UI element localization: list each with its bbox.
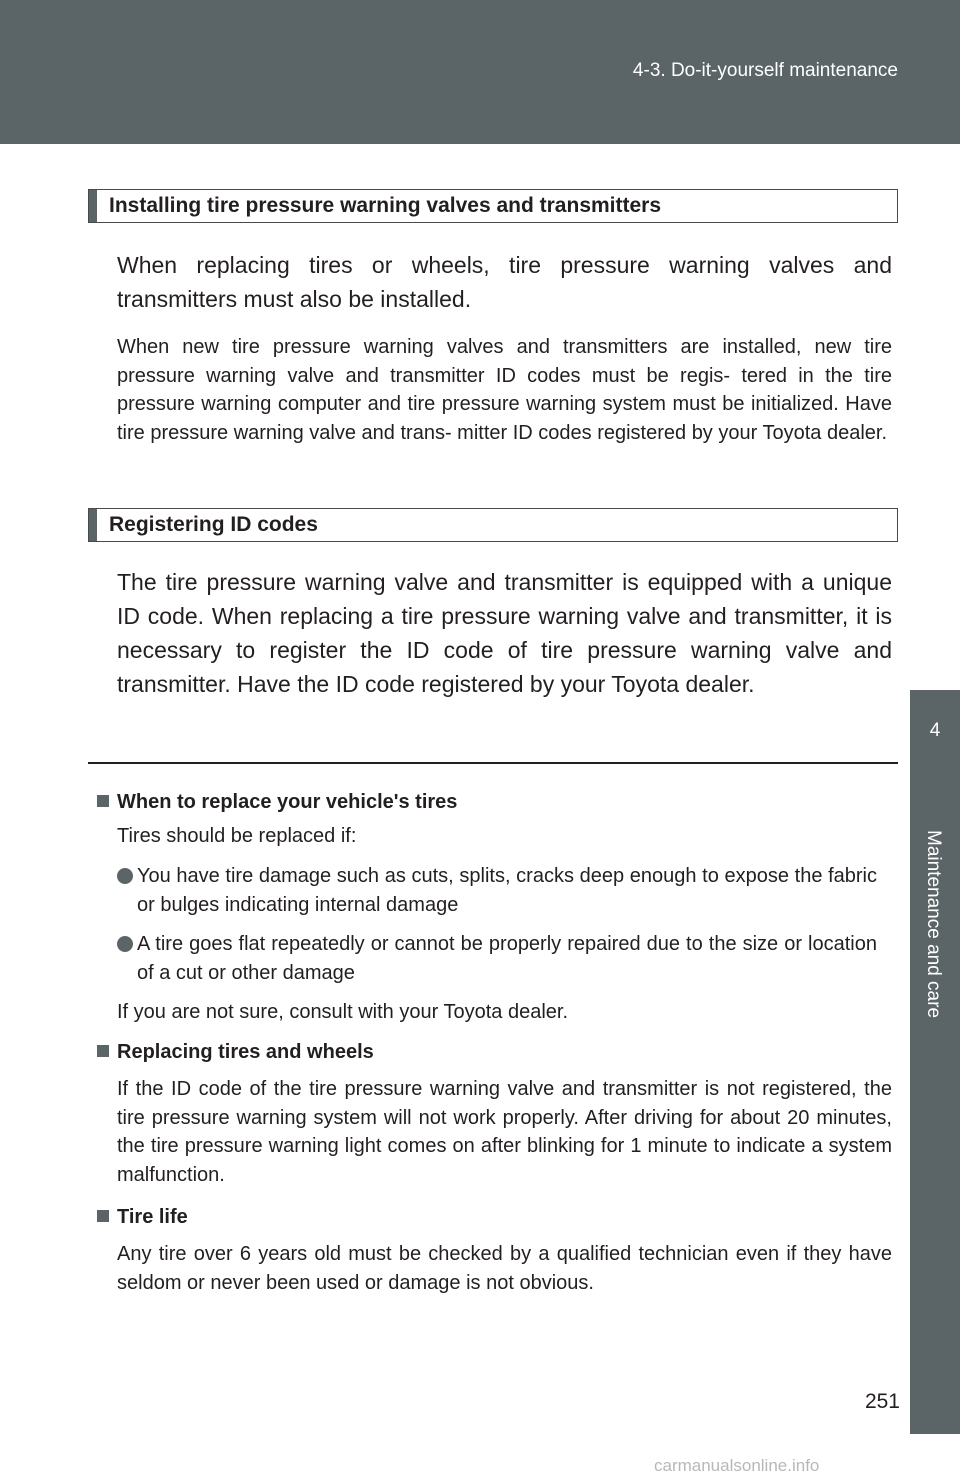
heading-text: Installing tire pressure warning valves and transmitters [109, 194, 662, 217]
bullet-dot-icon [117, 868, 133, 884]
heading-text: Registering ID codes [109, 513, 318, 536]
section-body-installing: When new tire pressure warning valves and transmitters are installed, new tire pressure warning valve and transmitter ID codes must be regis- tered in the tire pressure warning computer and tire pressure warning system must be initialized. Have tire pressure warning valve and trans- mitter ID codes registered by your Toyota dealer. [117, 336, 892, 444]
note-heading-tire-life: Tire life [97, 1203, 188, 1231]
chapter-number: 4 [929, 720, 941, 741]
bullet-dot-icon [117, 936, 133, 952]
note-intro: Tires should be replaced if: [117, 825, 357, 847]
page-header [0, 0, 960, 144]
section-lead-registering: The tire pressure warning valve and transmitter is equipped with a unique ID code. When replacing a tire pressure warning valve and transmitter, it is necessary to register the ID code of tire pressure warning valve and transmitter. Have the ID code registered by your Toyota dealer. [117, 569, 892, 697]
square-bullet-icon [97, 1045, 109, 1057]
note-body-tire-life: Any tire over 6 years old must be checked by a qualified technician even if they have seldom or never been used or damage is not obvious. [117, 1243, 892, 1294]
square-bullet-icon [97, 1210, 109, 1222]
page-number: 251 [864, 1390, 900, 1413]
section-title: 4-3. Do-it-yourself maintenance [632, 60, 898, 81]
heading-marker [89, 190, 97, 222]
bullet-item: A tire goes flat repeatedly or cannot be properly repaired due to the size or location of a cut or other damage [137, 933, 877, 984]
note-heading-replace: When to replace your vehicle's tires [97, 788, 457, 816]
divider [88, 762, 898, 764]
note-outro: If you are not sure, consult with your Toyota dealer. [117, 1001, 568, 1023]
chapter-tab [910, 690, 960, 1434]
section-heading-installing [88, 189, 898, 223]
note-body-replacing: If the ID code of the tire pressure warning valve and transmitter is not registered, the tire pressure warning system will not work properly. After driving for about 20 minutes, the tire pressure warning light comes on after blinking for 1 minute to indicate a system malfunction. [117, 1078, 892, 1186]
section-heading-registering [88, 508, 898, 542]
watermark: carmanualsonline.info [654, 1456, 820, 1475]
bullet-item: You have tire damage such as cuts, splits, cracks deep enough to expose the fabric or bulges indicating internal damage [137, 865, 877, 916]
section-lead-installing: When replacing tires or wheels, tire pressure warning valves and transmitters must also be installed. [117, 252, 892, 312]
chapter-label: Maintenance and care [923, 830, 944, 1019]
heading-marker [89, 509, 97, 541]
note-heading-replacing: Replacing tires and wheels [97, 1038, 374, 1066]
square-bullet-icon [97, 795, 109, 807]
